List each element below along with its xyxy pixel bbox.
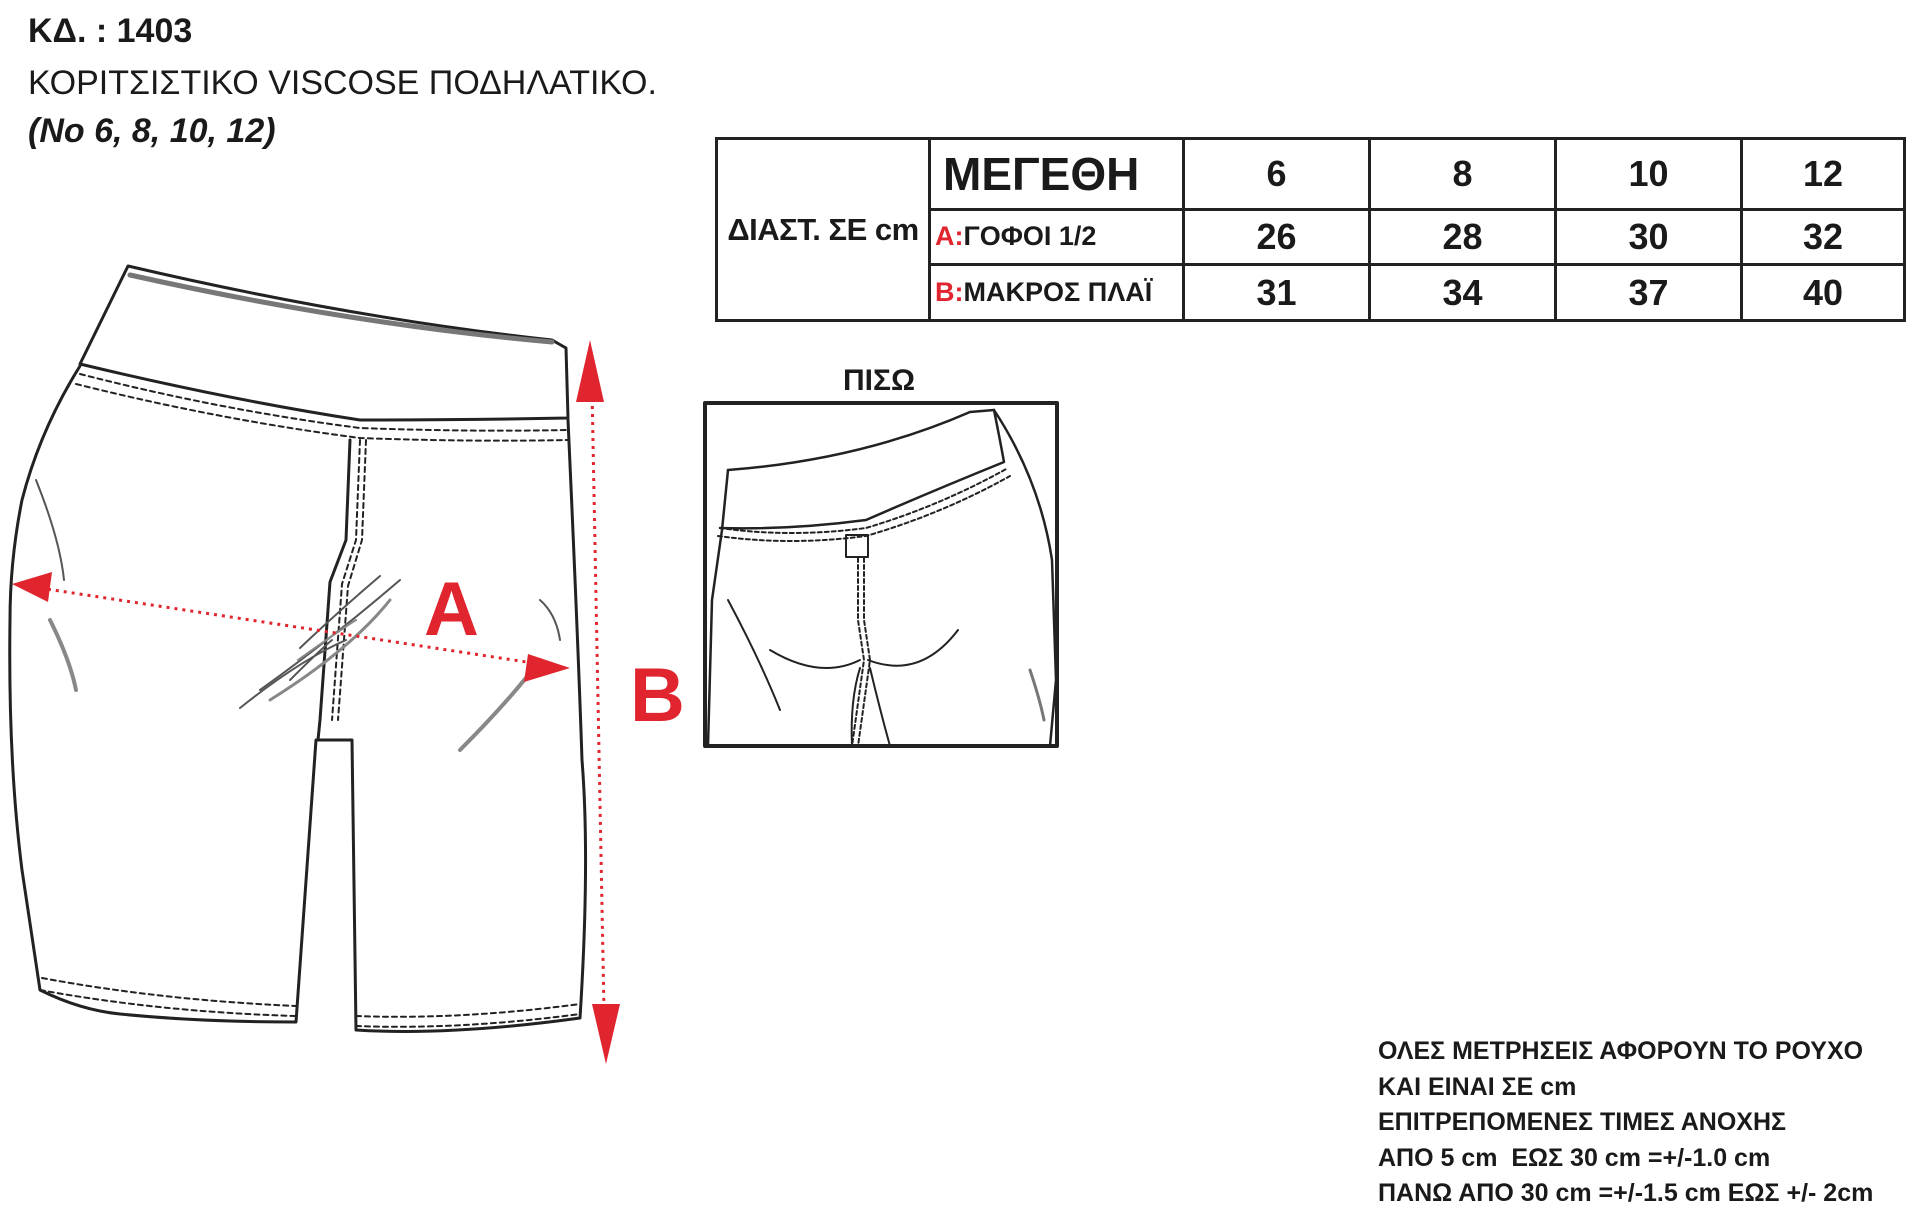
dimension-label: ΔΙΑΣΤ. ΣΕ cm (717, 139, 930, 321)
shorts-front-drawing (10, 266, 586, 1032)
size-cell: 12 (1742, 139, 1905, 210)
measurement-a-label: A (424, 567, 479, 652)
value-cell: 34 (1370, 265, 1556, 321)
shorts-back-drawing (705, 403, 1057, 746)
back-view-label: ΠΙΣΩ (843, 364, 916, 397)
row-label-text: ΜΑΚΡΟΣ ΠΛΑΪ (963, 277, 1153, 308)
arrow-b-head-top (576, 340, 604, 402)
size-cell: 8 (1370, 139, 1556, 210)
value-cell: 30 (1556, 209, 1742, 265)
arrow-a-head-left (12, 572, 52, 602)
note-line: ΟΛΕΣ ΜΕΤΡΗΣΕΙΣ ΑΦΟΡΟΥΝ ΤΟ ΡΟΥΧΟ (1378, 1037, 1864, 1065)
note-line: ΑΠΟ 5 cm ΕΩΣ 30 cm =+/-1.0 cm (1378, 1143, 1771, 1172)
value-cell: 31 (1184, 265, 1370, 321)
value-cell: 26 (1184, 209, 1370, 265)
value-cell: 40 (1742, 265, 1905, 321)
product-description: ΚΟΡΙΤΣΙΣΤΙΚΟ VISCOSE ΠΟΔΗΛΑΤΙΚΟ. (28, 64, 657, 102)
arrow-b-head-bottom (592, 1004, 620, 1064)
note-line: ΚΑΙ ΕΙΝΑΙ ΣΕ cm (1378, 1072, 1577, 1101)
value-cell: 37 (1556, 265, 1742, 321)
note-line: ΠΑΝΩ ΑΠΟ 30 cm =+/-1.5 cm ΕΩΣ +/- 2cm (1378, 1179, 1874, 1207)
size-cell: 6 (1184, 139, 1370, 210)
sizes-header: ΜΕΓΕΘΗ (930, 139, 1184, 210)
value-cell: 28 (1370, 209, 1556, 265)
row-label-text: ΓΟΦΟΙ 1/2 (963, 221, 1097, 252)
note-line: ΕΠΙΤΡΕΠΟΜΕΝΕΣ ΤΙΜΕΣ ΑΝΟΧΗΣ (1378, 1108, 1786, 1136)
row-key: A: (935, 221, 964, 252)
measurement-b-label: B (630, 653, 685, 738)
arrow-b (592, 390, 604, 1010)
available-sizes: (No 6, 8, 10, 12) (28, 112, 276, 150)
row-key: B: (935, 277, 964, 308)
tolerance-notes (1378, 1034, 1873, 1212)
product-code: ΚΔ. : 1403 (28, 12, 193, 50)
value-cell: 32 (1742, 209, 1905, 265)
size-cell: 10 (1556, 139, 1742, 210)
arrow-a-head-right (524, 654, 570, 682)
